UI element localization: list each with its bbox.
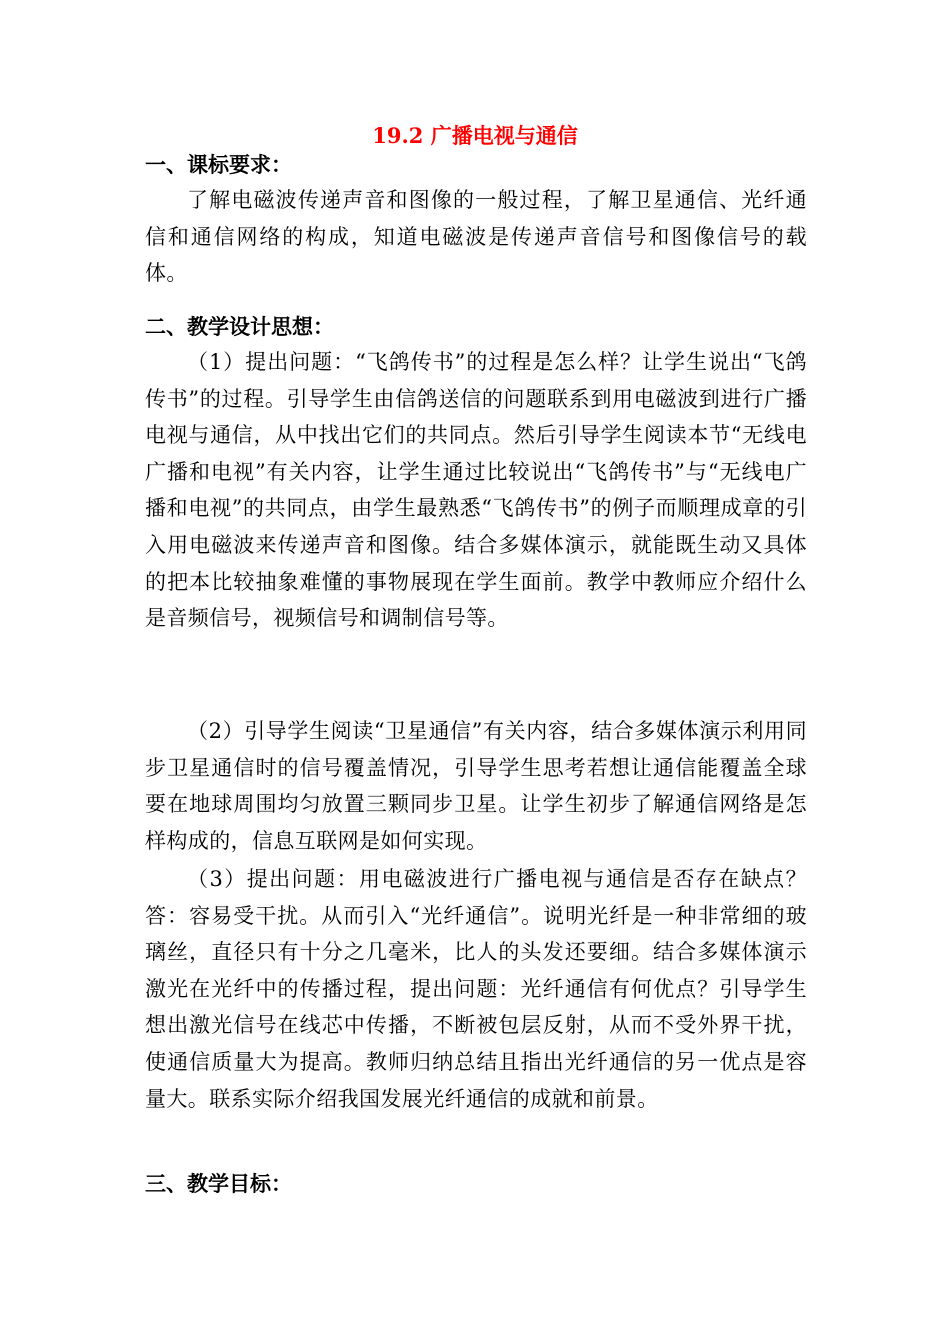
section-heading-teaching-objectives: 三、教学目标： [145,1171,292,1196]
paragraph-teaching-design-1: （1）提出问题：“飞鸽传书”的过程是怎么样？让学生说出“飞鸽传书”的过程。引导学生由信鸽送信的问题联系到用电磁波到进行广播电视与通信，从中找出它们的共同点。然后引导学生阅读本节“无线电广播和电视”有关内容，让学生通过比较说出“飞鸽传书”与“无线电广播和电视”的共同点，由学生最熟悉“飞鸽传书”的例子而顺理成章的引入用电磁波来传递声音和图像。结合多媒体演示，就能既生动又具体的把本比较抽象难懂的事物展现在学生面前。教学中教师应介绍什么是音频信号，视频信号和调制信号等。 [145,350,807,631]
paragraph-teaching-design-3: （3）提出问题：用电磁波进行广播电视与通信是否存在缺点？答：容易受干扰。从而引入“光纤通信”。说明光纤是一种非常细的玻璃丝，直径只有十分之几毫米，比人的头发还要细。结合多媒体演示激光在光纤中的传播过程，提出问题：光纤通信有何优点？引导学生想出激光信号在线芯中传播，不断被包层反射，从而不受外界干扰，使通信质量大为提高。教师归纳总结且指出光纤通信的另一优点是容量大。联系实际介绍我国发展光纤通信的成就和前景。 [145,867,807,1111]
section-heading-curriculum-requirements: 一、课标要求： [145,152,292,177]
section-heading-teaching-design: 二、教学设计思想： [145,314,334,339]
paragraph-curriculum-requirements: 了解电磁波传递声音和图像的一般过程，了解卫星通信、光纤通信和通信网络的构成，知道电磁波是传递声音信号和图像信号的载体。 [145,188,807,286]
paragraph-teaching-design-2: （2）引导学生阅读“卫星通信”有关内容，结合多媒体演示利用同步卫星通信时的信号覆盖情况，引导学生思考若想让通信能覆盖全球要在地球周围均匀放置三颗同步卫星。让学生初步了解通信网络是怎样构成的，信息互联网是如何实现。 [145,719,807,853]
document-title: 19.2 广播电视与通信 [372,123,578,148]
